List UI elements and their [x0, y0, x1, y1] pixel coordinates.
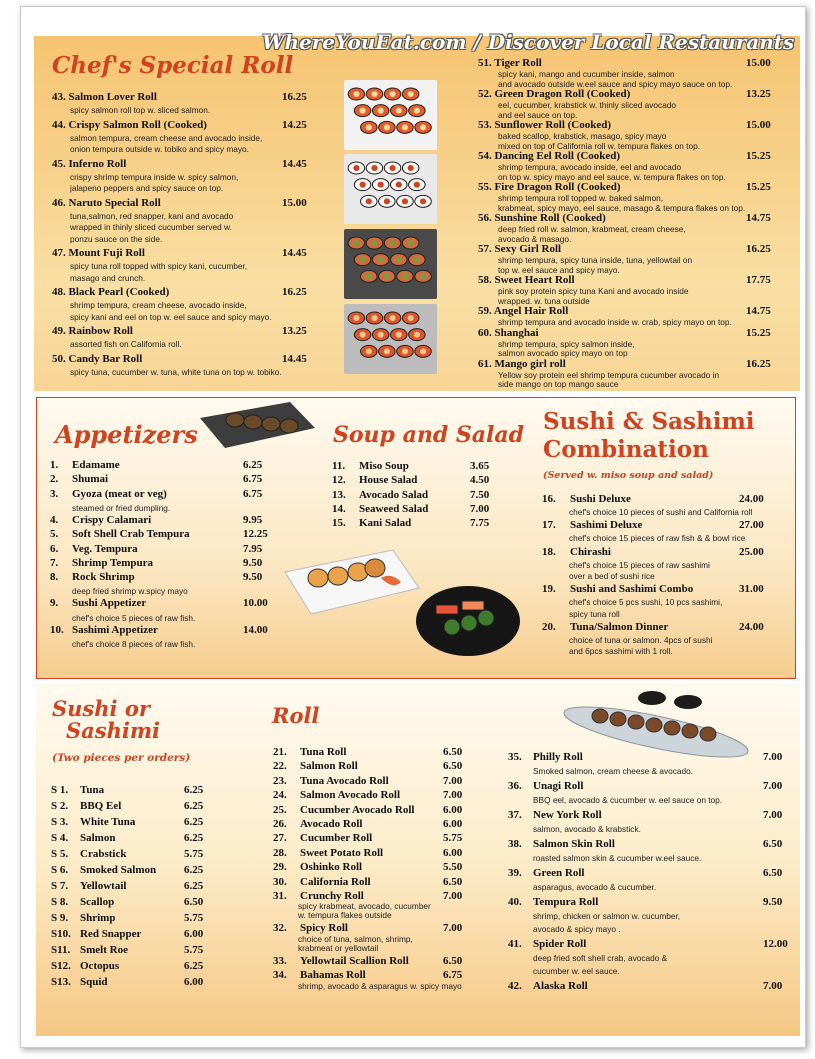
appetizer-num: 10.	[50, 623, 64, 636]
chef-item-price: 15.25	[746, 181, 771, 193]
sushi-price: 6.25	[184, 960, 204, 972]
roll-name: Crunchy Roll	[300, 890, 364, 902]
appetizer-name: Sushi Appetizer	[72, 597, 147, 610]
sushi-price: 6.25	[184, 800, 204, 812]
soup-num: 12.	[332, 474, 346, 487]
roll-num: 39.	[508, 867, 522, 879]
chef-item-name: 46. Naruto Special Roll	[52, 196, 161, 209]
chef-item-desc: shrimp tempura, cream cheese, avocado inside,	[70, 300, 247, 310]
appetizer-num: 5.	[50, 528, 59, 541]
roll-name: California Roll	[300, 875, 371, 888]
roll-num: 30.	[273, 875, 287, 888]
roll-num: 29.	[273, 861, 287, 874]
appetizer-price: 10.00	[243, 597, 268, 610]
roll-desc: krabmeat or yellowtail	[298, 942, 379, 953]
roll-price: 7.00	[443, 890, 463, 902]
combo-desc: chef's choice 15 pieces of raw sashimi	[569, 559, 710, 570]
roll-num: 23.	[273, 774, 287, 787]
roll-desc: w. tempura flakes outside	[298, 910, 392, 921]
chef-item-desc: avocado & masago.	[498, 233, 572, 244]
sushi-num: S 3.	[51, 816, 69, 828]
roll-name: Spicy Roll	[300, 922, 348, 935]
roll-name: Yellowtail Scallion Roll	[300, 954, 409, 967]
sushi-price: 6.25	[184, 864, 204, 876]
sushi-photo	[344, 304, 437, 374]
chef-item-desc: salmon avocado spicy mayo on top	[498, 348, 628, 358]
roll-name: Oshinko Roll	[300, 861, 363, 874]
roll-num: 32.	[273, 922, 287, 935]
chef-item-price: 14.25	[282, 118, 307, 131]
appetizer-name: Edamame	[72, 459, 120, 471]
roll-name: Sweet Potato Roll	[300, 846, 384, 859]
roll-price: 6.50	[443, 875, 463, 888]
chef-item-desc: wrapped in thinly sliced cucumber served w.	[70, 222, 232, 232]
roll-num: 22.	[273, 760, 287, 773]
chef-item-price: 15.00	[746, 119, 771, 131]
sushi-num: S 7.	[51, 880, 69, 892]
combo-desc: and 6pcs sashimi with 1 roll.	[569, 646, 673, 657]
sushi-name: Red Snapper	[80, 928, 142, 940]
soup-price: 7.50	[470, 488, 490, 501]
appetizer-name: Shumai	[72, 473, 109, 486]
roll-num: 25.	[273, 803, 287, 816]
chef-item-name: 57. Sexy Girl Roll	[478, 243, 562, 255]
chef-item-desc: onion tempura outside w. tobiko and spicy mayo.	[70, 144, 249, 154]
sushi-price: 6.25	[184, 784, 204, 796]
sushi-name: Shrimp	[80, 912, 116, 924]
roll-price: 7.00	[763, 780, 783, 792]
sushi-photo	[344, 154, 437, 224]
chef-item-desc: spicy kani, mango and cucumber inside, salmon	[498, 69, 675, 79]
roll-name: Salmon Avocado Roll	[300, 789, 401, 802]
roll-name: Bahamas Roll	[300, 969, 366, 982]
chef-item-price: 15.00	[282, 196, 307, 209]
sushi-price: 6.25	[184, 816, 204, 828]
roll-price: 6.50	[443, 954, 463, 967]
roll-price: 6.75	[443, 969, 463, 982]
roll-price: 12.00	[763, 938, 788, 950]
roll-num: 38.	[508, 838, 522, 850]
sushi-photo	[344, 80, 437, 150]
appetizers-title: Appetizers	[55, 420, 198, 449]
combo-desc: chef's choice 5 pcs sushi, 10 pcs sashimi,	[569, 597, 723, 608]
appetizer-desc: steamed or fried dumpling.	[72, 502, 171, 513]
sushi-round-plate-photo	[414, 583, 522, 658]
sushi-price: 6.00	[184, 976, 204, 988]
appetizer-num: 3.	[50, 487, 59, 500]
chef-item-name: 53. Sunflower Roll (Cooked)	[478, 119, 612, 131]
appetizer-price: 6.75	[243, 473, 263, 486]
sushi-num: S10.	[51, 928, 71, 940]
combo-num: 16.	[542, 493, 556, 505]
chef-item-name: 58. Sweet Heart Roll	[478, 274, 575, 286]
chef-item-desc: deep fried roll w. salmon, krabmeat, cream cheese,	[498, 224, 686, 234]
combo-title-line1: Sushi & Sashimi	[543, 408, 755, 435]
combo-desc: over a bed of sushi rice	[569, 570, 655, 581]
roll-desc: shrimp, avocado & asparagus w. spicy mayo	[298, 980, 462, 991]
appetizer-name: Rock Shrimp	[72, 571, 135, 584]
sushi-name: Salmon	[80, 832, 116, 844]
appetizer-num: 1.	[50, 459, 59, 471]
roll-desc: Smoked salmon, cream cheese & avocado.	[533, 766, 694, 776]
roll-name: Alaska Roll	[533, 980, 588, 992]
appetizer-price: 6.25	[243, 459, 263, 471]
chef-item-name: 51. Tiger Roll	[478, 57, 542, 69]
appetizer-price: 12.25	[243, 528, 268, 541]
chef-item-desc: crispy shrimp tempura inside w. spicy salmon,	[70, 171, 239, 182]
roll-name: Tuna Roll	[300, 746, 347, 758]
combo-title-line2: Combination	[543, 436, 709, 463]
chef-item-desc: shrimp tempura and avocado inside w. crab, spicy mayo on top.	[498, 317, 732, 327]
sushi-name: Squid	[80, 976, 108, 988]
combo-price: 24.00	[739, 493, 764, 505]
chef-item-desc: and eel sauce on top.	[498, 109, 578, 120]
roll-price: 9.50	[763, 896, 783, 908]
sushi-title-line1: Sushi or	[52, 696, 150, 721]
chef-item-desc: eel, cucumber, krabstick w. thinly sliced avocado	[498, 100, 677, 110]
soup-num: 13.	[332, 488, 346, 501]
chef-item-desc: top w. eel sauce and spicy mayo.	[498, 264, 620, 275]
roll-name: Salmon Roll	[300, 760, 358, 773]
appetizer-name: Gyoza (meat or veg)	[72, 487, 167, 500]
chef-item-price: 16.25	[282, 91, 307, 103]
roll-desc: roasted salmon skin & cucumber w.eel sauce.	[533, 853, 702, 863]
chef-item-name: 45. Inferno Roll	[52, 157, 127, 170]
soup-name: Seaweed Salad	[359, 502, 429, 515]
appetizer-desc: chef's choice 8 pieces of raw fish.	[72, 639, 196, 649]
appetizer-num: 6.	[50, 542, 59, 555]
chef-item-name: 48. Black Pearl (Cooked)	[52, 286, 170, 298]
sushi-title-line2: Sashimi	[66, 718, 161, 743]
sushi-num: S 9.	[51, 912, 69, 924]
roll-price: 6.00	[443, 846, 463, 859]
combo-price: 27.00	[739, 519, 764, 532]
sushi-num: S13.	[51, 976, 71, 988]
chef-item-desc: on top w. spicy mayo and eel sauce, w. tempura flakes on top.	[498, 171, 726, 182]
soup-price: 7.75	[470, 517, 490, 530]
chef-item-price: 16.25	[746, 243, 771, 255]
sushi-name: Smelt Roe	[80, 944, 128, 956]
chef-item-desc: side mango on top mango sauce	[498, 379, 619, 389]
chef-item-price: 14.45	[282, 157, 307, 170]
chef-item-name: 50. Candy Bar Roll	[52, 352, 143, 365]
roll-desc: salmon, avocado & krabstick.	[533, 824, 641, 834]
chef-item-desc: jalapeno peppers and spicy sauce on top.	[70, 183, 224, 193]
appetizer-desc: chef's choice 5 pieces of raw fish.	[72, 612, 196, 623]
roll-price: 7.00	[443, 774, 463, 787]
roll-num: 34.	[273, 969, 287, 982]
chef-item-desc: shrimp tempura, avocado inside, eel and avocado	[498, 162, 682, 172]
combo-num: 20.	[542, 620, 556, 633]
chef-item-price: 16.25	[746, 357, 771, 370]
appetizer-num: 7.	[50, 556, 59, 569]
combo-price: 25.00	[739, 545, 764, 558]
chef-item-name: 55. Fire Dragon Roll (Cooked)	[478, 181, 621, 193]
combo-name: Sushi and Sashimi Combo	[570, 583, 694, 596]
appetizer-name: Veg. Tempura	[72, 542, 138, 555]
soup-price: 7.00	[470, 502, 490, 515]
combo-price: 24.00	[739, 620, 764, 633]
appetizer-price: 6.75	[243, 487, 263, 500]
roll-name: Cucumber Avocado Roll	[300, 803, 415, 816]
roll-price: 7.00	[763, 809, 783, 821]
roll-name: Cucumber Roll	[300, 832, 373, 845]
roll-name: Green Roll	[533, 867, 585, 879]
appetizer-name: Crispy Calamari	[72, 513, 152, 526]
chef-item-name: 56. Sunshine Roll (Cooked)	[478, 212, 606, 224]
combo-num: 18.	[542, 545, 556, 558]
chef-item-desc: salmon tempura, cream cheese and avocado inside,	[70, 132, 263, 143]
chef-item-price: 16.25	[282, 286, 307, 298]
sushi-price: 5.75	[184, 848, 204, 860]
roll-name: Philly Roll	[533, 751, 583, 763]
roll-num: 36.	[508, 780, 522, 792]
sushi-name: White Tuna	[80, 816, 136, 828]
roll-title: Roll	[272, 703, 320, 728]
chef-item-price: 15.25	[746, 150, 771, 162]
chef-item-desc: krabmeat, spicy mayo, eel sauce, masago & tempura flakes on top.	[498, 202, 746, 213]
roll-price: 7.00	[763, 980, 783, 992]
chef-item-desc: spicy tuna, cucumber w. tuna, white tuna on top w. tobiko.	[70, 366, 282, 377]
chef-item-desc: baked scallop, krabstick, masago, spicy mayo	[498, 131, 667, 141]
combo-price: 31.00	[739, 583, 764, 596]
roll-price: 6.50	[443, 760, 463, 773]
soup-num: 15.	[332, 517, 346, 530]
appetizer-price: 14.00	[243, 623, 268, 636]
soup-name: Kani Salad	[359, 517, 412, 530]
combo-name: Chirashi	[570, 545, 611, 558]
appetizer-price: 9.50	[243, 571, 263, 584]
chef-item-desc: Yellow soy protein eel shrimp tempura cucumber avocado in	[498, 369, 720, 380]
sushi-price: 6.00	[184, 928, 204, 940]
chef-item-desc: masago and crunch.	[70, 272, 146, 283]
roll-num: 42.	[508, 980, 522, 992]
chef-item-desc: mixed on top of California roll w. tempura flakes on top.	[498, 140, 700, 151]
sushi-name: BBQ Eel	[80, 800, 122, 812]
sushi-num: S11.	[51, 944, 71, 956]
chef-item-price: 15.25	[746, 326, 771, 339]
chef-item-price: 13.25	[282, 325, 307, 337]
roll-desc: asparagus, avocado & cucumber.	[533, 882, 657, 892]
sushi-price: 6.25	[184, 880, 204, 892]
sushi-name: Smoked Salmon	[80, 864, 157, 876]
roll-desc: avocado & spicy mayo .	[533, 924, 621, 934]
roll-price: 6.00	[443, 818, 463, 830]
soup-name: Miso Soup	[359, 460, 409, 472]
roll-price: 5.75	[443, 832, 463, 845]
roll-desc: spicy krabmeat, avocado, cucumber	[298, 901, 431, 912]
chef-item-price: 15.00	[746, 57, 771, 69]
roll-desc: cucumber w. eel sauce.	[533, 966, 620, 976]
roll-num: 27.	[273, 832, 287, 845]
sushi-name: Octopus	[80, 960, 120, 972]
chef-item-desc: spicy kani and eel on top w. eel sauce and spicy mayo.	[70, 311, 272, 322]
sushi-num: S 1.	[51, 784, 69, 796]
soup-name: House Salad	[359, 474, 418, 487]
appetizer-name: Shrimp Tempura	[72, 556, 153, 569]
chef-item-name: 49. Rainbow Roll	[52, 325, 133, 337]
soup-num: 14.	[332, 502, 346, 515]
combo-name: Sashimi Deluxe	[570, 519, 643, 532]
chef-item-name: 54. Dancing Eel Roll (Cooked)	[478, 150, 621, 162]
roll-name: Salmon Skin Roll	[533, 838, 615, 850]
combo-desc: chef's choice 10 pieces of sushi and California roll	[569, 507, 753, 517]
combo-desc: spicy tuna roll	[569, 608, 620, 619]
combo-name: Tuna/Salmon Dinner	[570, 620, 669, 633]
sushi-num: S12.	[51, 960, 71, 972]
roll-name: Tempura Roll	[533, 896, 599, 908]
roll-num: 35.	[508, 751, 522, 763]
chef-item-desc: shrimp tempura roll topped w. baked salmon,	[498, 193, 664, 203]
chef-item-desc: assorted fish on California roll.	[70, 339, 182, 349]
chef-item-desc: spicy tuna roll topped with spicy kani, cucumber,	[70, 261, 248, 271]
chef-item-price: 17.75	[746, 274, 771, 286]
sushi-photo	[344, 229, 437, 299]
roll-num: 33.	[273, 954, 287, 967]
chef-item-desc: wrapped. w. tuna outside	[498, 295, 590, 306]
roll-name: Spider Roll	[533, 938, 587, 950]
chef-item-name: 44. Crispy Salmon Roll (Cooked)	[52, 118, 207, 131]
appetizer-num: 2.	[50, 473, 59, 486]
appetizer-name: Sashimi Appetizer	[72, 623, 158, 636]
sushi-num: S 6.	[51, 864, 69, 876]
roll-price: 6.50	[763, 867, 783, 879]
chef-item-desc: shrimp tempura, spicy tuna inside, tuna, yellowtail on	[498, 255, 693, 265]
appetizer-desc: deep fried shrimp w.spicy mayo	[72, 586, 188, 597]
appetizer-price: 9.95	[243, 513, 263, 526]
sushi-num: S 5.	[51, 848, 69, 860]
sushi-price: 5.75	[184, 944, 204, 956]
chef-item-price: 13.25	[746, 88, 771, 100]
combo-subtitle: (Served w. miso soup and salad)	[543, 470, 714, 481]
roll-desc: BBQ eel, avocado & cucumber w. eel sauce on top.	[533, 795, 723, 805]
roll-name: Avocado Roll	[300, 818, 363, 830]
chef-item-price: 14.75	[746, 212, 771, 224]
chef-item-desc: shrimp tempura, spicy salmon inside,	[498, 338, 635, 349]
appetizer-num: 8.	[50, 571, 59, 584]
sushi-price: 6.25	[184, 832, 204, 844]
soup-num: 11.	[332, 460, 346, 472]
chef-item-desc: pink soy protein spicy tuna Kani and avocado inside	[498, 286, 689, 296]
chef-item-desc: spicy salmon roll top w. sliced salmon.	[70, 105, 211, 115]
sushi-name: Yellowtail	[80, 880, 127, 892]
roll-name: Tuna Avocado Roll	[300, 774, 389, 787]
roll-price: 7.00	[443, 789, 463, 802]
sushi-plate-photo	[283, 548, 421, 616]
roll-desc: shrimp, chicken or salmon w. cucumber,	[533, 911, 681, 921]
appetizer-price: 7.95	[243, 542, 263, 555]
soup-salad-title: Soup and Salad	[333, 422, 525, 448]
sushi-price: 5.75	[184, 912, 204, 924]
roll-price: 5.50	[443, 861, 463, 874]
roll-name: New York Roll	[533, 809, 602, 821]
chef-item-name: 43. Salmon Lover Roll	[52, 91, 157, 103]
roll-num: 26.	[273, 818, 287, 830]
roll-price: 7.00	[763, 751, 783, 763]
chef-item-price: 14.45	[282, 352, 307, 365]
combo-num: 17.	[542, 519, 556, 532]
roll-name: Unagi Roll	[533, 780, 584, 792]
roll-desc: choice of tuna, salmon, shrimp,	[298, 933, 413, 944]
chef-item-price: 14.45	[282, 247, 307, 259]
combo-num: 19.	[542, 583, 556, 596]
sushi-subtitle: (Two pieces per orders)	[52, 752, 191, 764]
appetizer-name: Soft Shell Crab Tempura	[72, 528, 190, 541]
roll-num: 40.	[508, 896, 522, 908]
chef-item-name: 59. Angel Hair Roll	[478, 305, 569, 317]
appetizer-num: 4.	[50, 513, 59, 526]
soup-price: 3.65	[470, 460, 490, 472]
appetizer-price: 9.50	[243, 556, 263, 569]
chef-item-price: 14.75	[746, 305, 771, 317]
appetizer-plate-photo	[195, 398, 320, 450]
roll-price: 7.00	[443, 922, 463, 935]
roll-num: 28.	[273, 846, 287, 859]
sushi-name: Tuna	[80, 784, 105, 796]
roll-desc: deep fried soft shell crab, avocado &	[533, 953, 668, 963]
chef-item-desc: tuna,salmon, red snapper, kani and avocado	[70, 210, 234, 221]
chef-item-name: 52. Green Dragon Roll (Cooked)	[478, 88, 631, 100]
combo-desc: chef's choice 15 pieces of raw fish & & bowl rice	[569, 533, 746, 544]
chef-item-name: 61. Mango girl roll	[478, 357, 566, 370]
sushi-name: Crabstick	[80, 848, 127, 860]
roll-price: 6.50	[443, 746, 463, 758]
soup-name: Avocado Salad	[359, 488, 429, 501]
sushi-num: S 8.	[51, 896, 69, 908]
chefs-special-title: Chef's Special Roll	[52, 52, 294, 79]
chef-item-desc: and avocado outside w.eel sauce and spicy mayo sauce on top.	[498, 78, 733, 89]
chef-item-desc: ponzu sauce on the side.	[70, 233, 163, 244]
sushi-boat-photo	[560, 688, 752, 760]
chef-item-name: 60. Shanghai	[478, 326, 539, 339]
sushi-price: 6.50	[184, 896, 204, 908]
chef-item-name: 47. Mount Fuji Roll	[52, 247, 145, 259]
appetizer-num: 9.	[50, 597, 59, 610]
sushi-name: Scallop	[80, 896, 115, 908]
soup-price: 4.50	[470, 474, 490, 487]
combo-desc: choice of tuna or salmon. 4pcs of sushi	[569, 634, 713, 645]
roll-price: 6.50	[763, 838, 783, 850]
watermark-text: WhereYouEat.com / Discover Local Restaurants	[262, 30, 795, 54]
roll-num: 37.	[508, 809, 522, 821]
roll-num: 41.	[508, 938, 522, 950]
roll-num: 31.	[273, 890, 287, 902]
roll-num: 24.	[273, 789, 287, 802]
roll-price: 6.00	[443, 803, 463, 816]
roll-num: 21.	[273, 746, 287, 758]
combo-name: Sushi Deluxe	[570, 493, 631, 505]
sushi-num: S 2.	[51, 800, 69, 812]
sushi-num: S 4.	[51, 832, 69, 844]
